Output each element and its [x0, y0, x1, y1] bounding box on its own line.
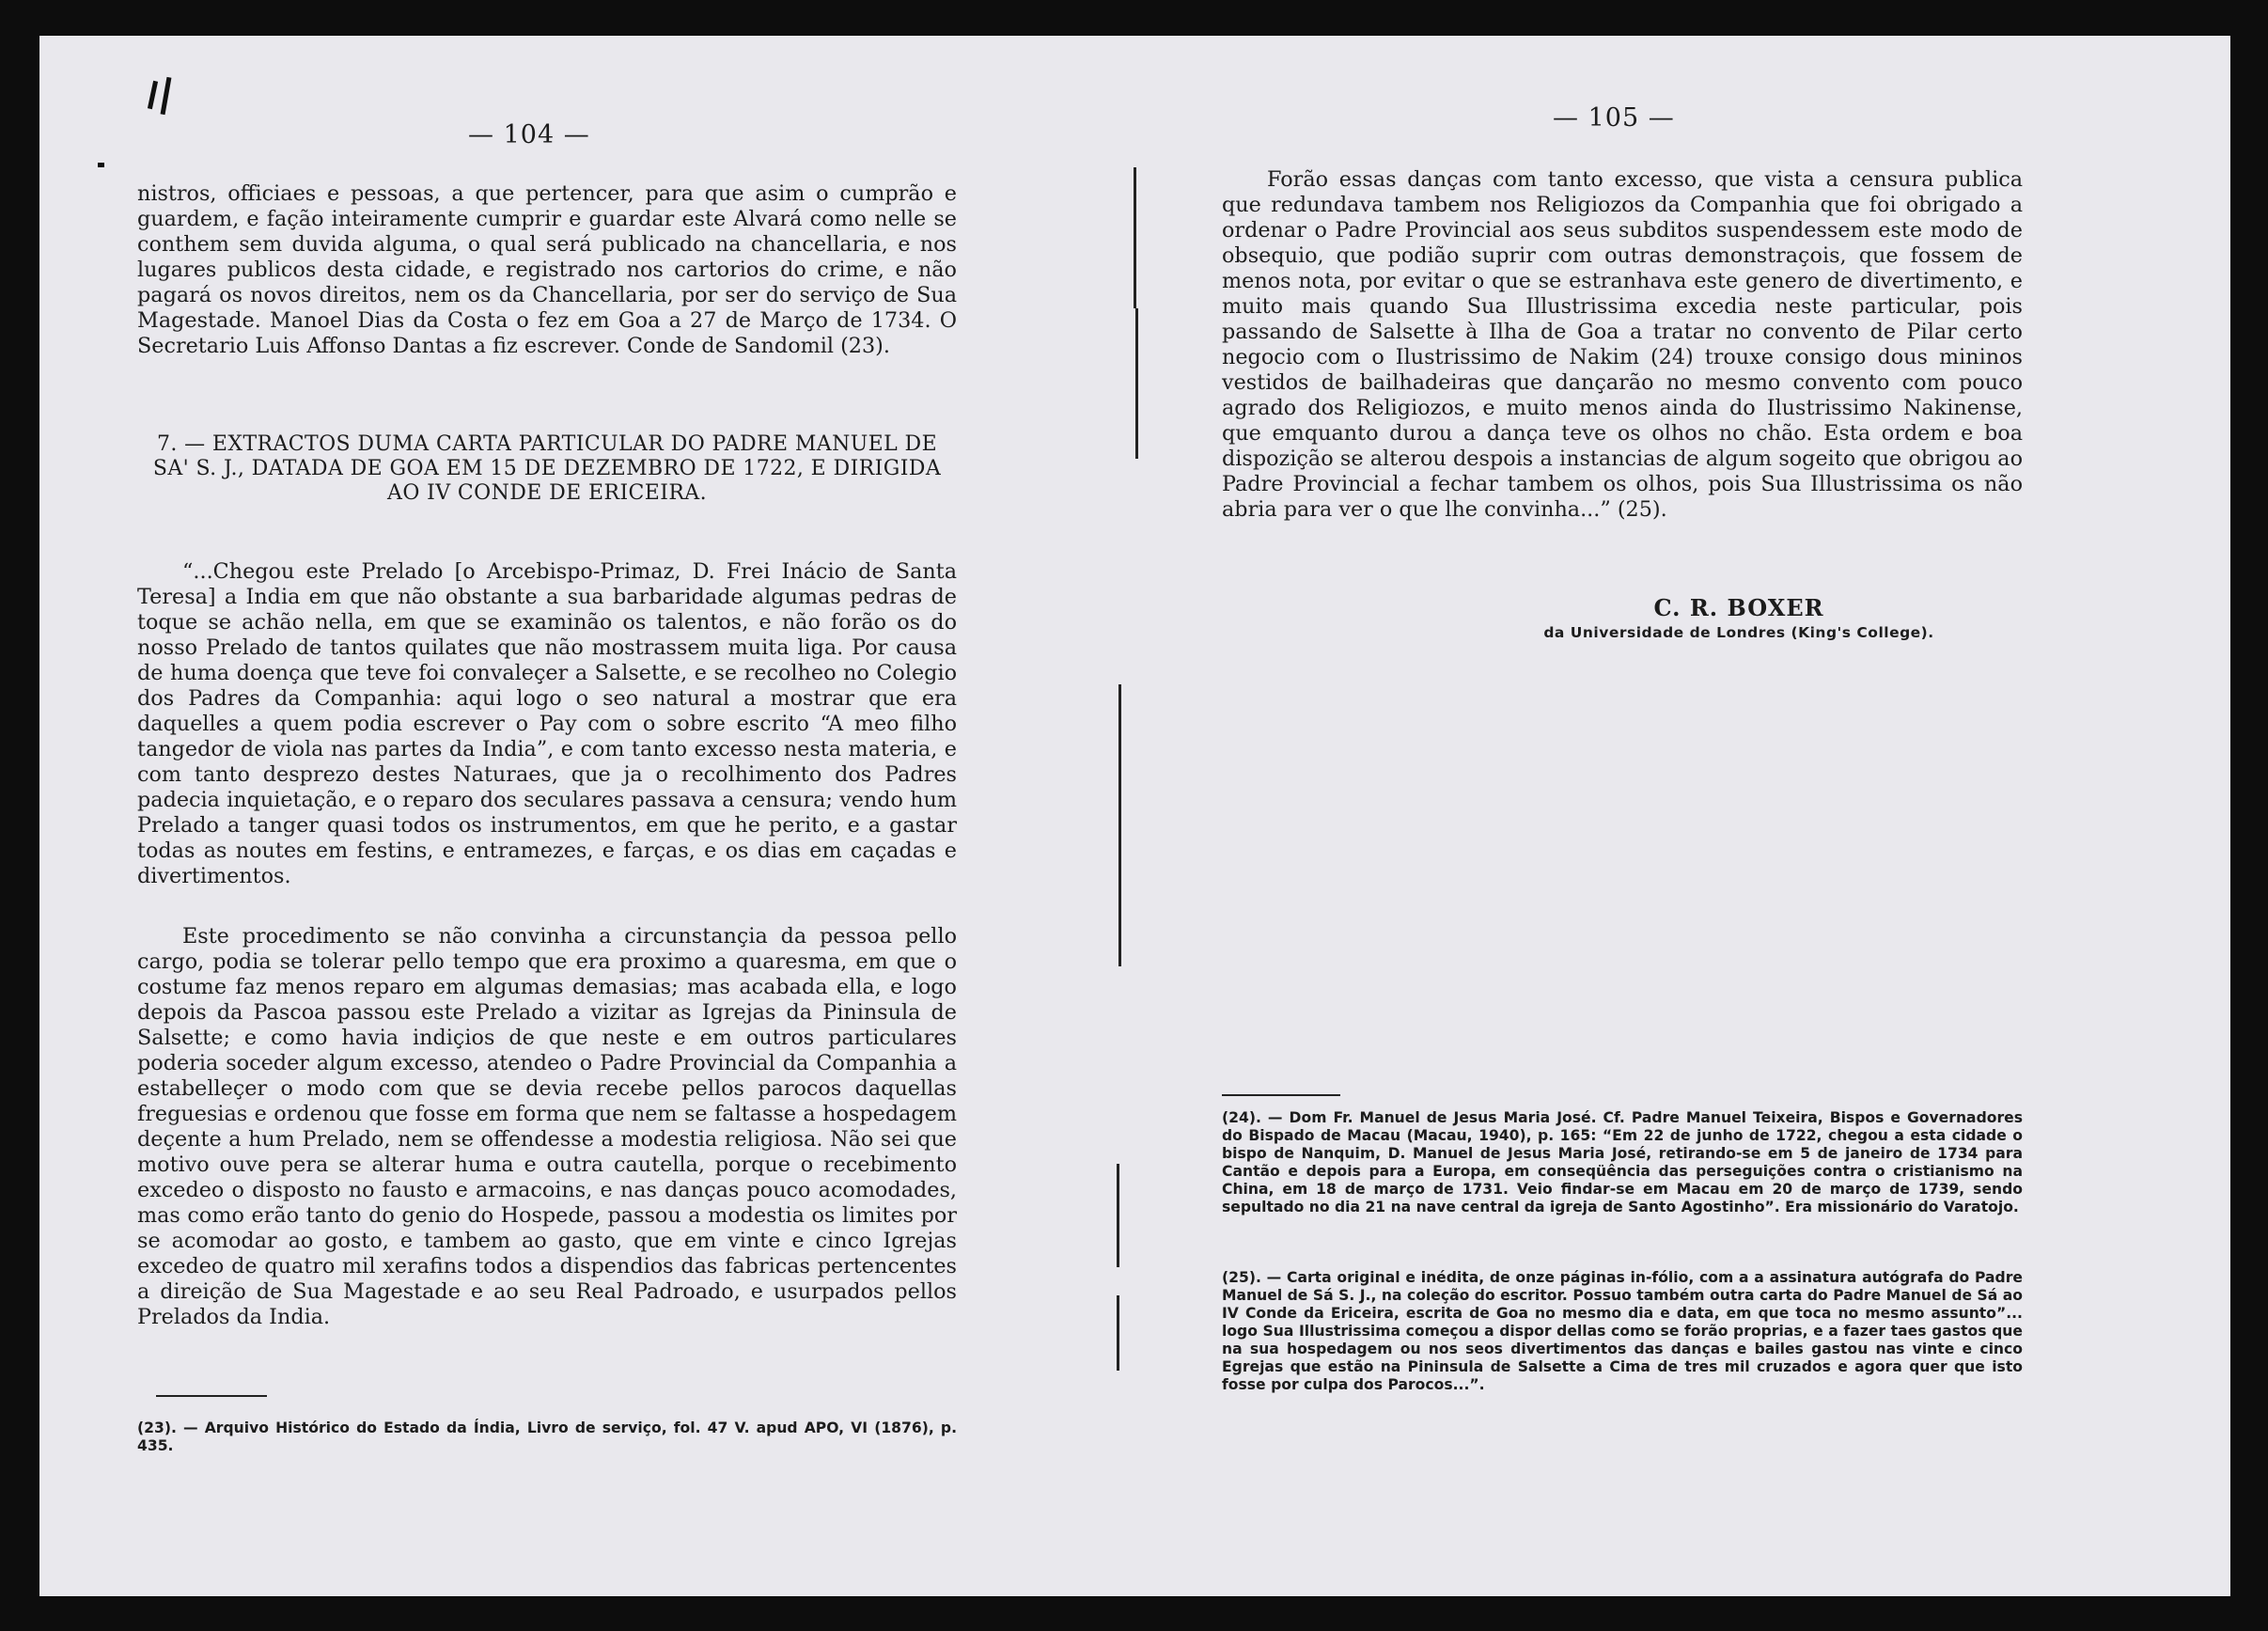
- spine-mark: [1134, 167, 1136, 308]
- author-name: C. R. BOXER: [1653, 594, 1824, 621]
- paragraph: “...Chegou este Prelado [o Arcebispo-Primaz, D. Frei Inácio de Santa Teresa] a India em que não obstante a sua barbaridade algumas pedras de toque se achão nella, em que se examinão os talentos, e não forão os do nosso Prelado de tantos quilates que não mostrassem muita liga. Por causa de huma doença que teve foi convaleçer a Salsette, e se recolheo no Colegio dos Padres da Companhia: aqui logo o seo natural a mostrar que era daquelles a quem podia escrever o Pay com o sobre escrito “A meo filho tangedor de viola nas partes da India”, e com tanto excesso nesta materia, e com tanto desprezo destes Naturaes, que ja o recolhimento dos Padres padecia inquietação, e o reparo dos seculares passava a censura; vendo hum Prelado a tanger quasi todos os instrumentos, em que he perito, e a gastar todas as noutes em festins, e entramezes, e farças, e os dias em caçadas e divertimentos.: [137, 559, 957, 888]
- paragraph: Este procedimento se não convinha a circunstançia da pessoa pello cargo, podia se tolerar pello tempo que era proximo a quaresma, em que o costume faz menos reparo em algumas demasias; mas acabada ella, e logo depois da Pascoa passou este Prelado a vizitar as Igrejas da Pininsula de Salsette; e como havia indiçios de que neste e em outros particulares poderia soceder algum excesso, atendeo o Padre Provincial da Companhia a estabelleçer o modo com que se devia recebe pellos parocos daquellas freguesias e ordenou que fosse em forma que nem se faltasse a hospedagem deçente a hum Prelado, nem se offendesse a modestia religiosa. Não sei que motivo ouve pera se alterar huma e outra cautella, porque o recebimento excedeo o disposto no fausto e armacoins, e nas danças pouco acomodades, mas como erão tanto do genio do Hospede, passou a modestia os limites por se acomodar ao gosto, e tambem ao gasto, que em vinte e cinco Igrejas excedeo de quatro mil xerafins todos a dispendios das fabricas pertencentes a direição de Sua Magestade e ao seu Real Padroado, e usurpados pellos Prelados da India.: [137, 924, 957, 1329]
- handwritten-mark: [98, 163, 104, 167]
- spine-mark: [1117, 1295, 1119, 1371]
- spine-mark: [1118, 684, 1121, 966]
- page-number: — 105 —: [1553, 103, 1675, 133]
- footnote-rule: [156, 1395, 267, 1397]
- section-heading: 7. — EXTRACTOS DUMA CARTA PARTICULAR DO PADRE MANUEL DE SA' S. J., DATADA DE GOA EM 15 DE DEZEMBRO DE 1722, E DIRIGIDA AO IV CONDE DE ERICEIRA.: [152, 432, 942, 505]
- footnote-rule: [1222, 1094, 1340, 1096]
- spine-mark: [1117, 1164, 1119, 1267]
- page-number: — 104 —: [468, 120, 590, 149]
- paragraph: nistros, officiaes e pessoas, a que pertencer, para que asim o cumprão e guardem, e fação inteiramente cumprir e guardar este Alvará como nelle se conthem sem duvida alguma, o qual será publicado na chancellaria, e nos lugares publicos desta cidade, e registrado nos cartorios do crime, e não pagará os novos direitos, nem os da Chancellaria, por ser do serviço de Sua Magestade. Manoel Dias da Costa o fez em Goa a 27 de Março de 1734. O Secretario Luis Affonso Dantas a fiz escrever. Conde de Sandomil (23).: [137, 181, 957, 358]
- handwritten-mark: [161, 77, 172, 115]
- spine-mark: [1135, 308, 1138, 459]
- footnote: (24). — Dom Fr. Manuel de Jesus Maria José. Cf. Padre Manuel Teixeira, Bispos e Governadores do Bispado de Macau (Macau, 1940), p. 165: “Em 22 de junho de 1722, chegou a esta cidade o bispo de Nanquim, D. Manuel de Jesus Maria José, retirando-se em 5 de janeiro de 1734 para Cantão e depois para a Europa, em conseqüência das perseguições contra o cristianismo na China, em 18 de março de 1731. Veio findar-se em Macau em 20 de março de 1739, sendo sepultado no dia 21 na nave central da igreja de Santo Agostinho”. Era missionário do Varatojo.: [1222, 1109, 2023, 1215]
- footnote: (25). — Carta original e inédita, de onze páginas in-fólio, com a a assinatura autógrafa do Padre Manuel de Sá S. J., na coleção do escritor. Possuo também outra carta do Padre Manuel de Sá ao IV Conde da Ericeira, escrita de Goa no mesmo dia e data, em que toca no mesmo assunto”... logo Sua Illustrissima começou a dispor dellas como se forão proprias, e a fazer taes gastos que na sua hospedagem ou nos seos divertimentos das danças e bailes gastou nas vinte e cinco Egrejas que estão na Pininsula de Salsette a Cima de tres mil cruzados e agora quer que isto fosse por culpa dos Parocos...”.: [1222, 1269, 2023, 1393]
- author-affiliation: da Universidade de Londres (King's College).: [1543, 624, 1934, 641]
- footnote: (23). — Arquivo Histórico do Estado da Índia, Livro de serviço, fol. 47 V. apud APO, VI (1876), p. 435.: [137, 1419, 957, 1454]
- handwritten-mark: [148, 81, 158, 109]
- paragraph: Forão essas danças com tanto excesso, que vista a censura publica que redundava tambem nos Religiozos da Companhia que foi obrigado a ordenar o Padre Provincial aos seus subditos suspendessem este modo de obsequio, que podião suprir com outras demonstraçois, que fossem de menos nota, por evitar o que se estranhava este genero de divertimento, e muito mais quando Sua Illustrissima excedia neste particular, pois passando de Salsette à Ilha de Goa a tratar no convento de Pilar certo negocio com o Ilustrissimo de Nakim (24) trouxe consigo dous mininos vestidos de bailhadeiras que dançarão no mesmo convento com pouco agrado dos Religiozos, e muito menos ainda do Ilustrissimo Nakinense, que emquanto durou a dança teve os olhos no chão. Esta ordem e boa dispozição se alterou despois a instancias de algum sogeito que obrigou ao Padre Provincial a fechar tambem os olhos, pois Sua Illustrissima os não abria para ver o que lhe convinha...” (25).: [1222, 167, 2023, 522]
